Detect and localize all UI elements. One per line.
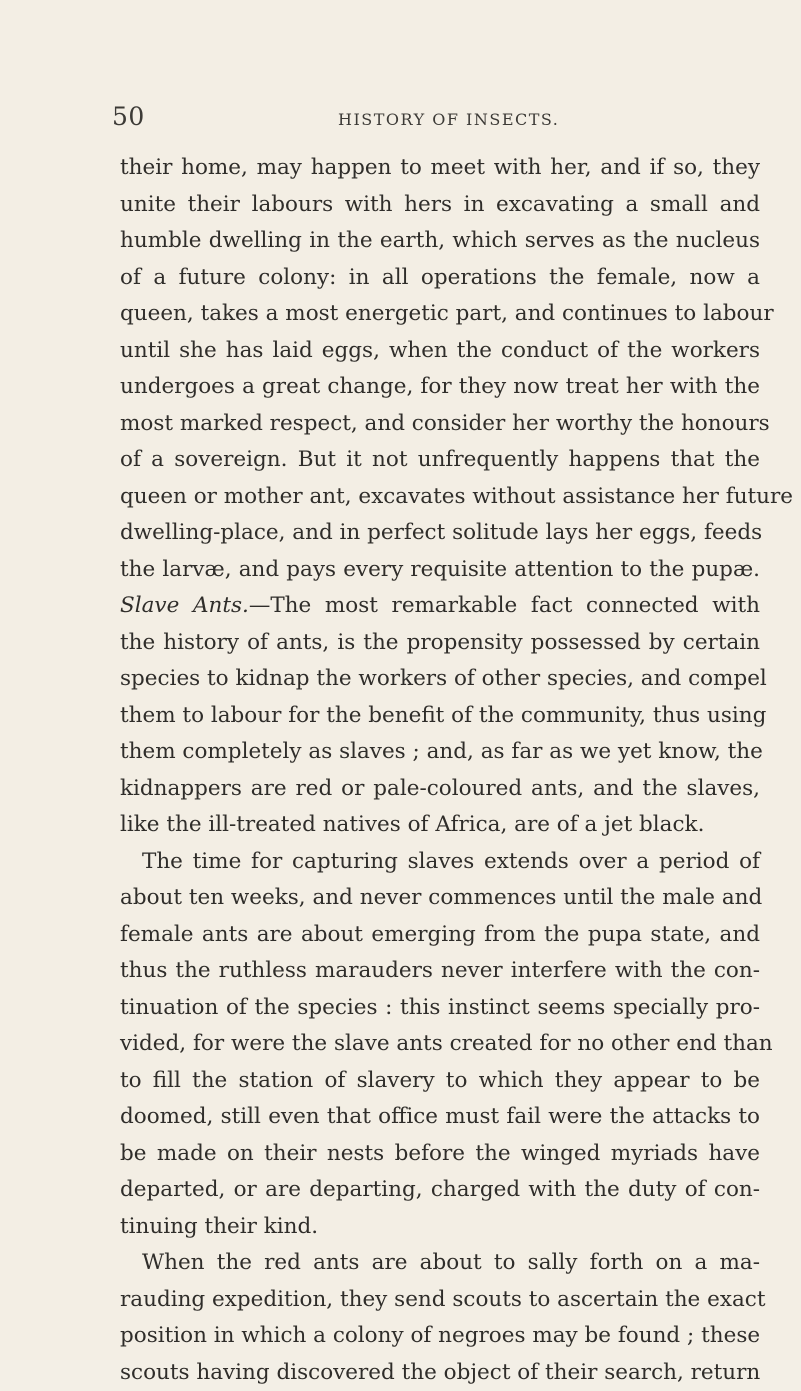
text-line: female ants are about emerging from the pupa state, and (120, 917, 760, 954)
text-line: unite their labours with hers in excavating a small and (120, 187, 760, 224)
text-line: about ten weeks, and never commences until the male and (120, 880, 760, 917)
text-line: them to labour for the benefit of the community, thus using (120, 698, 760, 735)
page-number: 50 (112, 102, 145, 131)
text-line: humble dwelling in the earth, which serves as the nucleus (120, 223, 760, 260)
text-line: their home, may happen to meet with her, and if so, they (120, 150, 760, 187)
text-line: The time for capturing slaves extends over a period of (120, 844, 760, 881)
text-line: most marked respect, and consider her worthy the honours (120, 406, 760, 443)
text-line: like the ill-treated natives of Africa, are of a jet black. (120, 807, 760, 844)
text-line: vided, for were the slave ants created for no other end than (120, 1026, 760, 1063)
text-line: them completely as slaves ; and, as far as we yet know, the (120, 734, 760, 771)
body-text (120, 150, 760, 1391)
text-line: kidnappers are red or pale-coloured ants, and the slaves, (120, 771, 760, 808)
text-line: be made on their nests before the winged myriads have (120, 1136, 760, 1173)
text-line: species to kidnap the workers of other species, and compel (120, 661, 760, 698)
running-head: HISTORY OF INSECTS. (338, 110, 559, 129)
text-span: —The most remarkable fact connected with (249, 593, 760, 618)
text-line: until she has laid eggs, when the conduct of the workers (120, 333, 760, 370)
text-line: rauding expedition, they send scouts to ascertain the exact (120, 1282, 760, 1319)
text-line: scouts having discovered the object of their search, return (120, 1355, 760, 1391)
text-line: position in which a colony of negroes may be found ; these (120, 1318, 760, 1355)
text-line: thus the ruthless marauders never interfere with the con- (120, 953, 760, 990)
text-line: queen or mother ant, excavates without assistance her future (120, 479, 760, 516)
section-heading: Slave Ants. (120, 593, 249, 618)
text-line: doomed, still even that office must fail were the attacks to (120, 1099, 760, 1136)
text-line (120, 588, 760, 625)
text-line: dwelling-place, and in perfect solitude lays her eggs, feeds (120, 515, 760, 552)
text-line: to fill the station of slavery to which they appear to be (120, 1063, 760, 1100)
page-header (0, 98, 801, 138)
text-line: tinuing their kind. (120, 1209, 760, 1246)
text-line: queen, takes a most energetic part, and continues to labour (120, 296, 760, 333)
text-line: of a future colony: in all operations the female, now a (120, 260, 760, 297)
text-line: the larvæ, and pays every requisite attention to the pupæ. (120, 552, 760, 589)
text-line: When the red ants are about to sally forth on a ma- (120, 1245, 760, 1282)
text-line: the history of ants, is the propensity possessed by certain (120, 625, 760, 662)
text-line: departed, or are departing, charged with the duty of con- (120, 1172, 760, 1209)
text-line: tinuation of the species : this instinct seems specially pro- (120, 990, 760, 1027)
text-line: undergoes a great change, for they now treat her with the (120, 369, 760, 406)
text-line: of a sovereign. But it not unfrequently happens that the (120, 442, 760, 479)
